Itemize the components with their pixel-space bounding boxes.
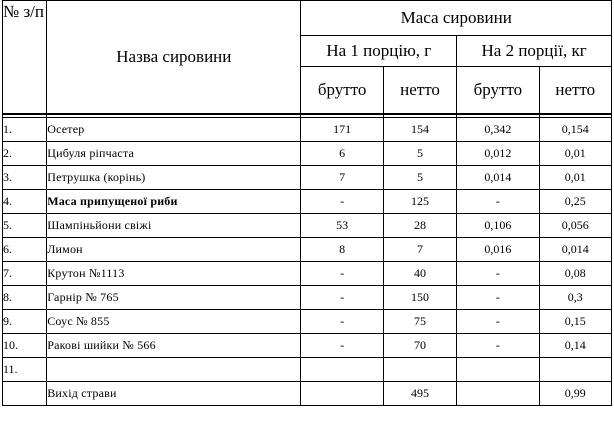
- portion1-brutto-cell: -: [301, 334, 383, 358]
- portion1-brutto-cell: -: [301, 190, 383, 214]
- row-number: 4.: [3, 190, 47, 214]
- portion1-brutto-cell: 7: [301, 166, 383, 190]
- table-row: [3, 118, 612, 142]
- table-row: [3, 286, 612, 310]
- row-number: 6.: [3, 238, 47, 262]
- portion1-brutto-cell: -: [301, 310, 383, 334]
- portion1-netto-cell: 75: [383, 310, 456, 334]
- ingredient-name: Крутон №1113: [47, 262, 301, 286]
- portion2-brutto-cell: -: [457, 334, 539, 358]
- portion1-netto-cell: 40: [383, 262, 456, 286]
- portion2-brutto-cell: 0,106: [457, 214, 539, 238]
- row-number: 2.: [3, 142, 47, 166]
- portion2-netto-cell: 0,08: [539, 262, 611, 286]
- portion2-netto-cell: 0,01: [539, 142, 611, 166]
- portion2-netto-cell: 0,01: [539, 166, 611, 190]
- ingredient-name: Петрушка (корінь): [47, 166, 301, 190]
- table-row: [3, 358, 612, 382]
- portion1-netto-cell: 70: [383, 334, 456, 358]
- total-portion1-netto-cell: 495: [383, 382, 456, 406]
- portion2-netto-cell: 0,056: [539, 214, 611, 238]
- name-column-header: Назва сировини: [47, 1, 301, 115]
- row-number: 3.: [3, 166, 47, 190]
- ingredient-name: Цибуля ріпчаста: [47, 142, 301, 166]
- portion2-netto-cell: 0,154: [539, 118, 611, 142]
- table-row: [3, 166, 612, 190]
- total-portion2-brutto-cell: [457, 382, 539, 406]
- portion2-netto-cell: 0,15: [539, 310, 611, 334]
- table-row: [3, 238, 612, 262]
- portion1-header: На 1 порцію, г: [301, 36, 457, 67]
- portion1-brutto-cell: 171: [301, 118, 383, 142]
- total-portion2-netto-cell: 0,99: [539, 382, 611, 406]
- total-number-cell: [3, 382, 47, 406]
- portion2-brutto-header: брутто: [457, 67, 539, 115]
- table-row: [3, 142, 612, 166]
- portion1-brutto-cell: 53: [301, 214, 383, 238]
- total-portion1-brutto-cell: [301, 382, 383, 406]
- portion2-brutto-cell: -: [457, 190, 539, 214]
- row-number: 7.: [3, 262, 47, 286]
- portion1-brutto-cell: 8: [301, 238, 383, 262]
- portion1-netto-cell: 154: [383, 118, 456, 142]
- table-row: [3, 334, 612, 358]
- ingredient-name: Соус № 855: [47, 310, 301, 334]
- portion2-brutto-cell: [457, 358, 539, 382]
- portion1-netto-header: нетто: [383, 67, 456, 115]
- row-number: 9.: [3, 310, 47, 334]
- portion2-netto-header: нетто: [539, 67, 611, 115]
- row-number: 1.: [3, 118, 47, 142]
- portion2-brutto-cell: -: [457, 262, 539, 286]
- ingredient-name: Гарнір № 765: [47, 286, 301, 310]
- ingredient-name: Ракові шийки № 566: [47, 334, 301, 358]
- ingredient-name: Маса припущеної риби: [47, 190, 301, 214]
- portion2-header: На 2 порції, кг: [457, 36, 612, 67]
- portion2-brutto-cell: -: [457, 286, 539, 310]
- portion1-netto-cell: 125: [383, 190, 456, 214]
- portion1-netto-cell: 5: [383, 166, 456, 190]
- portion2-brutto-cell: 0,342: [457, 118, 539, 142]
- portion2-brutto-cell: 0,016: [457, 238, 539, 262]
- portion2-brutto-cell: 0,014: [457, 166, 539, 190]
- ingredient-name: Осетер: [47, 118, 301, 142]
- table-row: [3, 262, 612, 286]
- ingredient-name: [47, 358, 301, 382]
- portion1-netto-cell: 7: [383, 238, 456, 262]
- portion1-brutto-cell: [301, 358, 383, 382]
- total-row: [3, 382, 612, 406]
- mass-group-header: Маса сировини: [301, 1, 612, 36]
- ingredient-name: Лимон: [47, 238, 301, 262]
- portion2-netto-cell: 0,25: [539, 190, 611, 214]
- row-number: 5.: [3, 214, 47, 238]
- portion1-brutto-cell: -: [301, 262, 383, 286]
- portion2-brutto-cell: 0,012: [457, 142, 539, 166]
- table-body: [3, 114, 612, 406]
- portion1-brutto-cell: 6: [301, 142, 383, 166]
- portion1-netto-cell: [383, 358, 456, 382]
- table-row: [3, 310, 612, 334]
- portion2-netto-cell: 0,14: [539, 334, 611, 358]
- portion1-netto-cell: 5: [383, 142, 456, 166]
- portion1-brutto-cell: -: [301, 286, 383, 310]
- row-number: 11.: [3, 358, 47, 382]
- number-column-header: № з/п: [3, 1, 47, 115]
- portion2-brutto-cell: -: [457, 310, 539, 334]
- portion2-netto-cell: [539, 358, 611, 382]
- portion2-netto-cell: 0,014: [539, 238, 611, 262]
- portion1-netto-cell: 28: [383, 214, 456, 238]
- row-number: 8.: [3, 286, 47, 310]
- table-row: [3, 190, 612, 214]
- portion1-netto-cell: 150: [383, 286, 456, 310]
- row-number: 10.: [3, 334, 47, 358]
- total-label: Вихід страви: [47, 382, 301, 406]
- table-row: [3, 214, 612, 238]
- ingredient-name: Шампіньйони свіжі: [47, 214, 301, 238]
- portion1-brutto-header: брутто: [301, 67, 383, 115]
- portion2-netto-cell: 0,3: [539, 286, 611, 310]
- recipe-table: [2, 0, 612, 406]
